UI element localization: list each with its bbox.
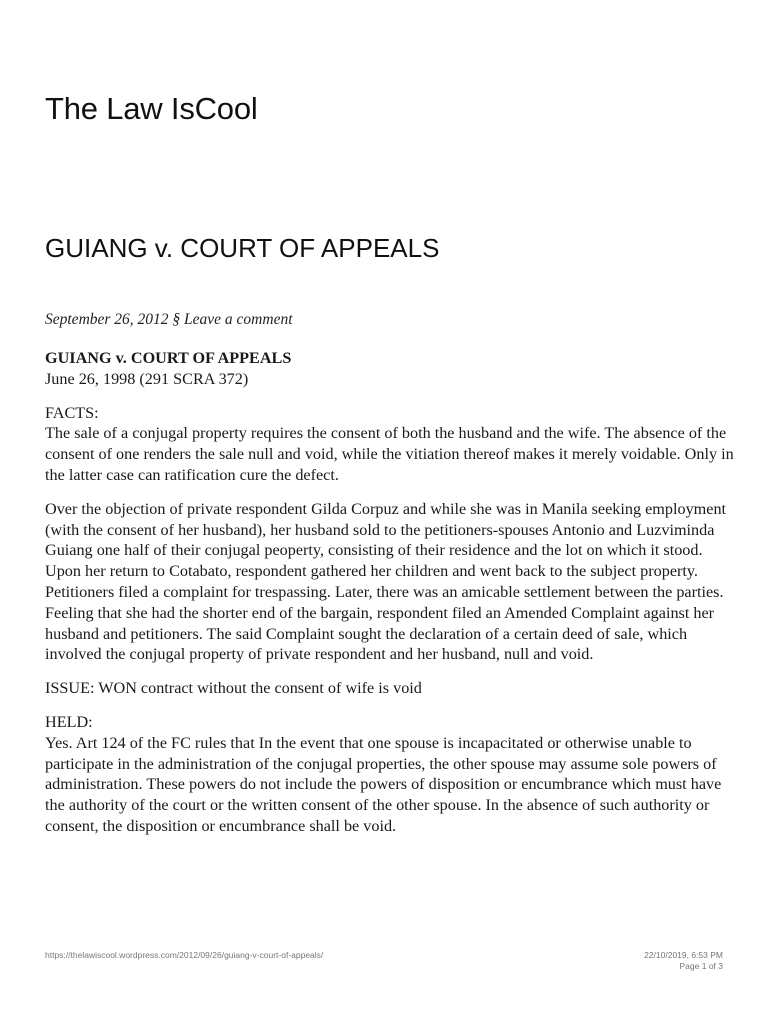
case-block <box>45 348 735 390</box>
site-title[interactable]: The Law IsCool <box>45 91 258 126</box>
case-heading: GUIANG v. COURT OF APPEALS <box>45 349 292 367</box>
issue-paragraph: ISSUE: WON contract without the consent of wife is void <box>45 679 422 698</box>
facts-block <box>45 403 735 486</box>
print-timestamp: 22/10/2019, 6:53 PM <box>644 950 723 960</box>
footer-url: https://thelawiscool.wordpress.com/2012/09/26/guiang-v-court-of-appeals/ <box>45 950 324 960</box>
post-meta <box>45 311 293 329</box>
post-title[interactable]: GUIANG v. COURT OF APPEALS <box>45 233 440 263</box>
page-number: Page 1 of 3 <box>679 961 723 971</box>
post-date[interactable]: September 26, 2012 <box>45 311 169 328</box>
held-block <box>45 712 735 837</box>
post-content <box>45 348 735 850</box>
facts-label: FACTS: <box>45 403 99 422</box>
leave-comment-link[interactable]: Leave a comment <box>184 311 293 328</box>
held-paragraph: Yes. Art 124 of the FC rules that In the event that one spouse is incapacitated or otherwise unable to participate in the administration of the conjugal properties, the other spouse may assume sole powers of administration. These powers do not include the powers of disposition or encumbrance which must have the authority of the court or the written consent of the other spouse. In the absence of such authority or consent, the disposition or encumbrance shall be void. <box>45 733 722 835</box>
facts-paragraph-2: Over the objection of private respondent Gilda Corpuz and while she was in Manila seeking employment (with the consent of her husband), her husband sold to the petitioners-spouses Antonio and Luzviminda Guiang one half of their conjugal peoperty, consisting of their residence and the lot on which it stood. Upon her return to Cotabato, respondent gathered her children and went back to the subject property. Petitioners filed a complaint for trespassing. Later, there was an amicable settlement between the parties. Feeling that she had the shorter end of the bargain, respondent filed an Amended Complaint against her husband and petitioners. The said Complaint sought the declaration of a certain deed of sale, which involved the conjugal property of private respondent and her husband, null and void. <box>45 499 727 664</box>
footer-info <box>644 950 723 972</box>
held-label: HELD: <box>45 712 93 731</box>
case-date: June 26, 1998 (291 SCRA 372) <box>45 369 249 388</box>
facts-paragraph-1: The sale of a conjugal property requires the consent of both the husband and the wife. The absence of the consent of one renders the sale null and void, while the vitiation thereof makes it merely voidable. Only in the latter case can ratification cure the defect. <box>45 424 734 484</box>
meta-separator: § <box>172 311 181 328</box>
